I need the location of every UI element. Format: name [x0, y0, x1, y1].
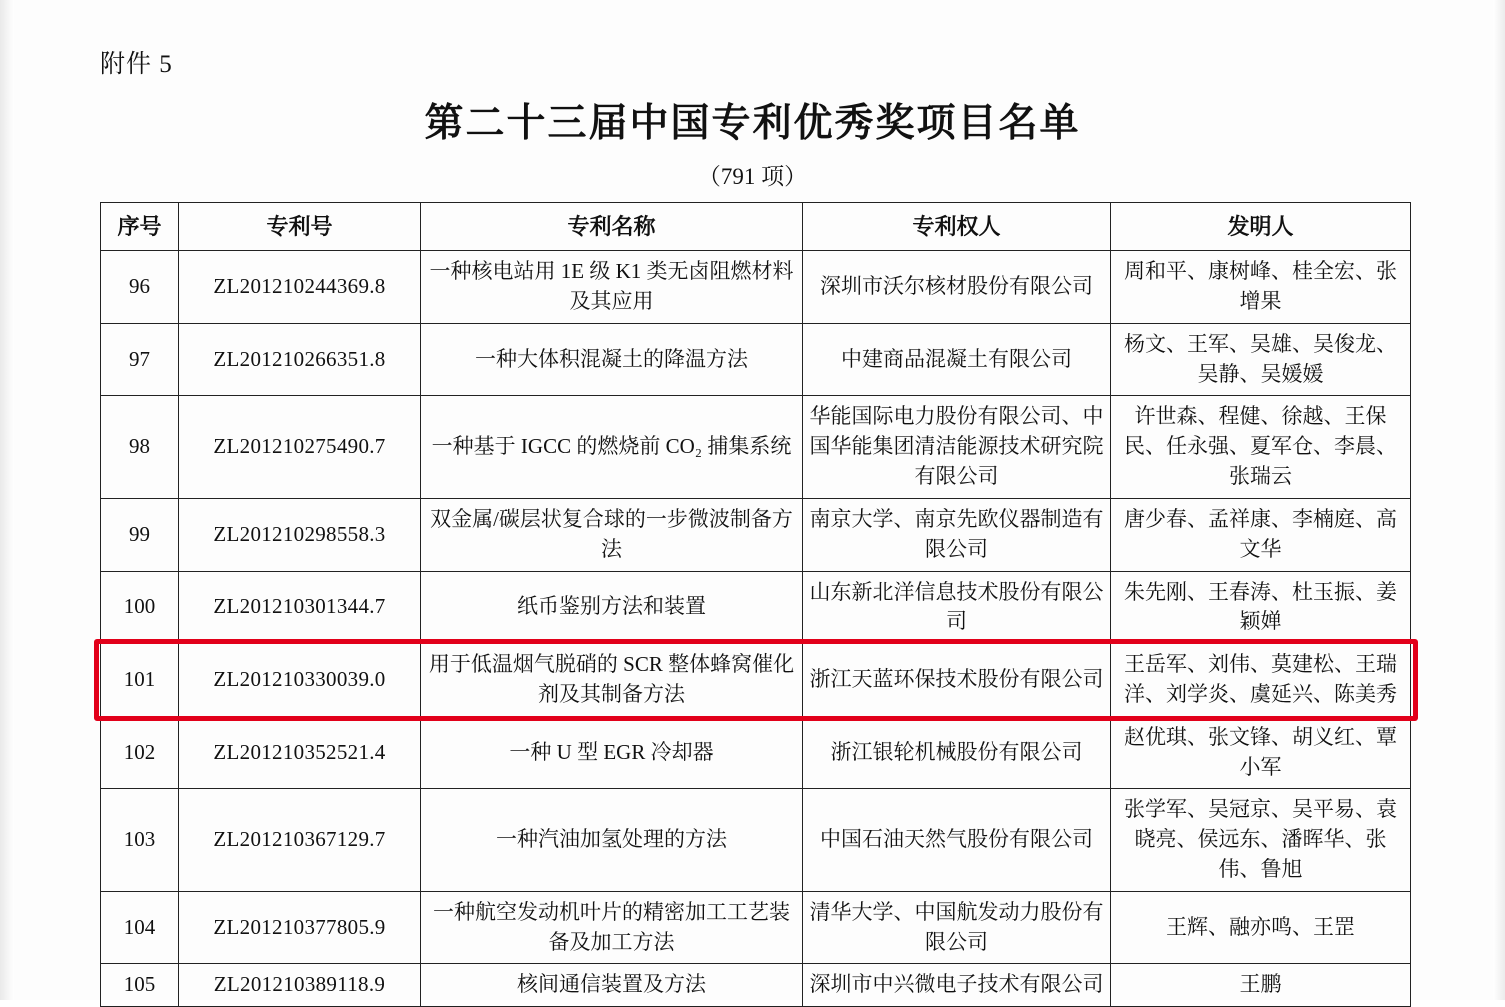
cell-patent-no: ZL201210266351.8 — [179, 323, 421, 396]
cell-patent-no: ZL201210275490.7 — [179, 396, 421, 498]
cell-patent-no: ZL201210298558.3 — [179, 498, 421, 571]
table-row — [101, 251, 1411, 324]
cell-owner: 南京大学、南京先欧仪器制造有限公司 — [803, 498, 1111, 571]
cell-no: 105 — [101, 964, 179, 1007]
cell-owner: 中国石油天然气股份有限公司 — [803, 789, 1111, 891]
cell-patent-no: ZL201210330039.0 — [179, 644, 421, 717]
cell-inventors: 周和平、康树峰、桂全宏、张增果 — [1111, 251, 1411, 324]
table-row — [101, 323, 1411, 396]
table-row — [101, 789, 1411, 891]
cell-inventors: 王辉、融亦鸣、王罡 — [1111, 891, 1411, 964]
cell-owner: 深圳市中兴微电子技术有限公司 — [803, 964, 1111, 1007]
cell-inventors: 赵优琪、张文锋、胡义红、覃小军 — [1111, 716, 1411, 789]
cell-no: 103 — [101, 789, 179, 891]
attachment-label: 附件 5 — [100, 51, 173, 78]
patent-table-container — [100, 202, 1410, 1007]
cell-inventors: 王岳军、刘伟、莫建松、王瑞洋、刘学炎、虞延兴、陈美秀 — [1111, 644, 1411, 717]
cell-patent-name: 纸币鉴别方法和装置 — [421, 571, 803, 644]
cell-inventors: 王鹏 — [1111, 964, 1411, 1007]
cell-owner: 清华大学、中国航发动力股份有限公司 — [803, 891, 1111, 964]
cell-patent-name: 一种核电站用 1E 级 K1 类无卤阻燃材料及其应用 — [421, 251, 803, 324]
cell-owner: 浙江银轮机械股份有限公司 — [803, 716, 1111, 789]
column-header-owner: 专利权人 — [803, 203, 1111, 251]
cell-no: 97 — [101, 323, 179, 396]
cell-owner: 深圳市沃尔核材股份有限公司 — [803, 251, 1111, 324]
table-body — [101, 251, 1411, 1007]
cell-owner: 浙江天蓝环保技术股份有限公司 — [803, 644, 1111, 717]
cell-inventors: 杨文、王军、吴雄、吴俊龙、吴静、吴媛媛 — [1111, 323, 1411, 396]
cell-owner: 华能国际电力股份有限公司、中国华能集团清洁能源技术研究院有限公司 — [803, 396, 1111, 498]
cell-inventors: 唐少春、孟祥康、李楠庭、高文华 — [1111, 498, 1411, 571]
cell-no: 104 — [101, 891, 179, 964]
cell-patent-name: 双金属/碳层状复合球的一步微波制备方法 — [421, 498, 803, 571]
cell-patent-name: 一种 U 型 EGR 冷却器 — [421, 716, 803, 789]
cell-patent-name: 一种汽油加氢处理的方法 — [421, 789, 803, 891]
column-header-patent-no: 专利号 — [179, 203, 421, 251]
page-subtitle: （791 项） — [697, 164, 808, 189]
cell-no: 100 — [101, 571, 179, 644]
cell-no: 101 — [101, 644, 179, 717]
column-header-inventor: 发明人 — [1111, 203, 1411, 251]
cell-patent-no: ZL201210377805.9 — [179, 891, 421, 964]
cell-patent-name: 一种航空发动机叶片的精密加工工艺装备及加工方法 — [421, 891, 803, 964]
table-row — [101, 498, 1411, 571]
cell-patent-no: ZL201210367129.7 — [179, 789, 421, 891]
cell-owner: 中建商品混凝土有限公司 — [803, 323, 1111, 396]
patent-table — [100, 202, 1411, 1007]
table-row — [101, 396, 1411, 498]
table-row — [101, 571, 1411, 644]
cell-no: 99 — [101, 498, 179, 571]
cell-patent-no: ZL201210244369.8 — [179, 251, 421, 324]
cell-inventors: 朱先刚、王春涛、杜玉振、姜颖婵 — [1111, 571, 1411, 644]
cell-patent-name: 一种基于 IGCC 的燃烧前 CO₂ 捕集系统 — [421, 396, 803, 498]
cell-patent-name: 一种大体积混凝土的降温方法 — [421, 323, 803, 396]
table-header-row — [101, 203, 1411, 251]
cell-owner: 山东新北洋信息技术股份有限公司 — [803, 571, 1111, 644]
cell-inventors: 许世森、程健、徐越、王保民、任永强、夏军仓、李晨、张瑞云 — [1111, 396, 1411, 498]
column-header-patent-name: 专利名称 — [421, 203, 803, 251]
cell-no: 98 — [101, 396, 179, 498]
cell-patent-name: 核间通信装置及方法 — [421, 964, 803, 1007]
table-row — [101, 891, 1411, 964]
page-title: 第二十三届中国专利优秀奖项目名单 — [424, 102, 1081, 145]
cell-no: 96 — [101, 251, 179, 324]
cell-patent-no: ZL201210389118.9 — [179, 964, 421, 1007]
cell-patent-no: ZL201210352521.4 — [179, 716, 421, 789]
cell-patent-name: 用于低温烟气脱硝的 SCR 整体蜂窝催化剂及其制备方法 — [421, 644, 803, 717]
table-row — [101, 716, 1411, 789]
table-row — [101, 964, 1411, 1007]
table-row-highlighted — [101, 644, 1411, 717]
cell-no: 102 — [101, 716, 179, 789]
cell-patent-no: ZL201210301344.7 — [179, 571, 421, 644]
cell-inventors: 张学军、吴冠京、吴平易、袁晓亮、侯远东、潘晖华、张伟、鲁旭 — [1111, 789, 1411, 891]
column-header-no: 序号 — [101, 203, 179, 251]
